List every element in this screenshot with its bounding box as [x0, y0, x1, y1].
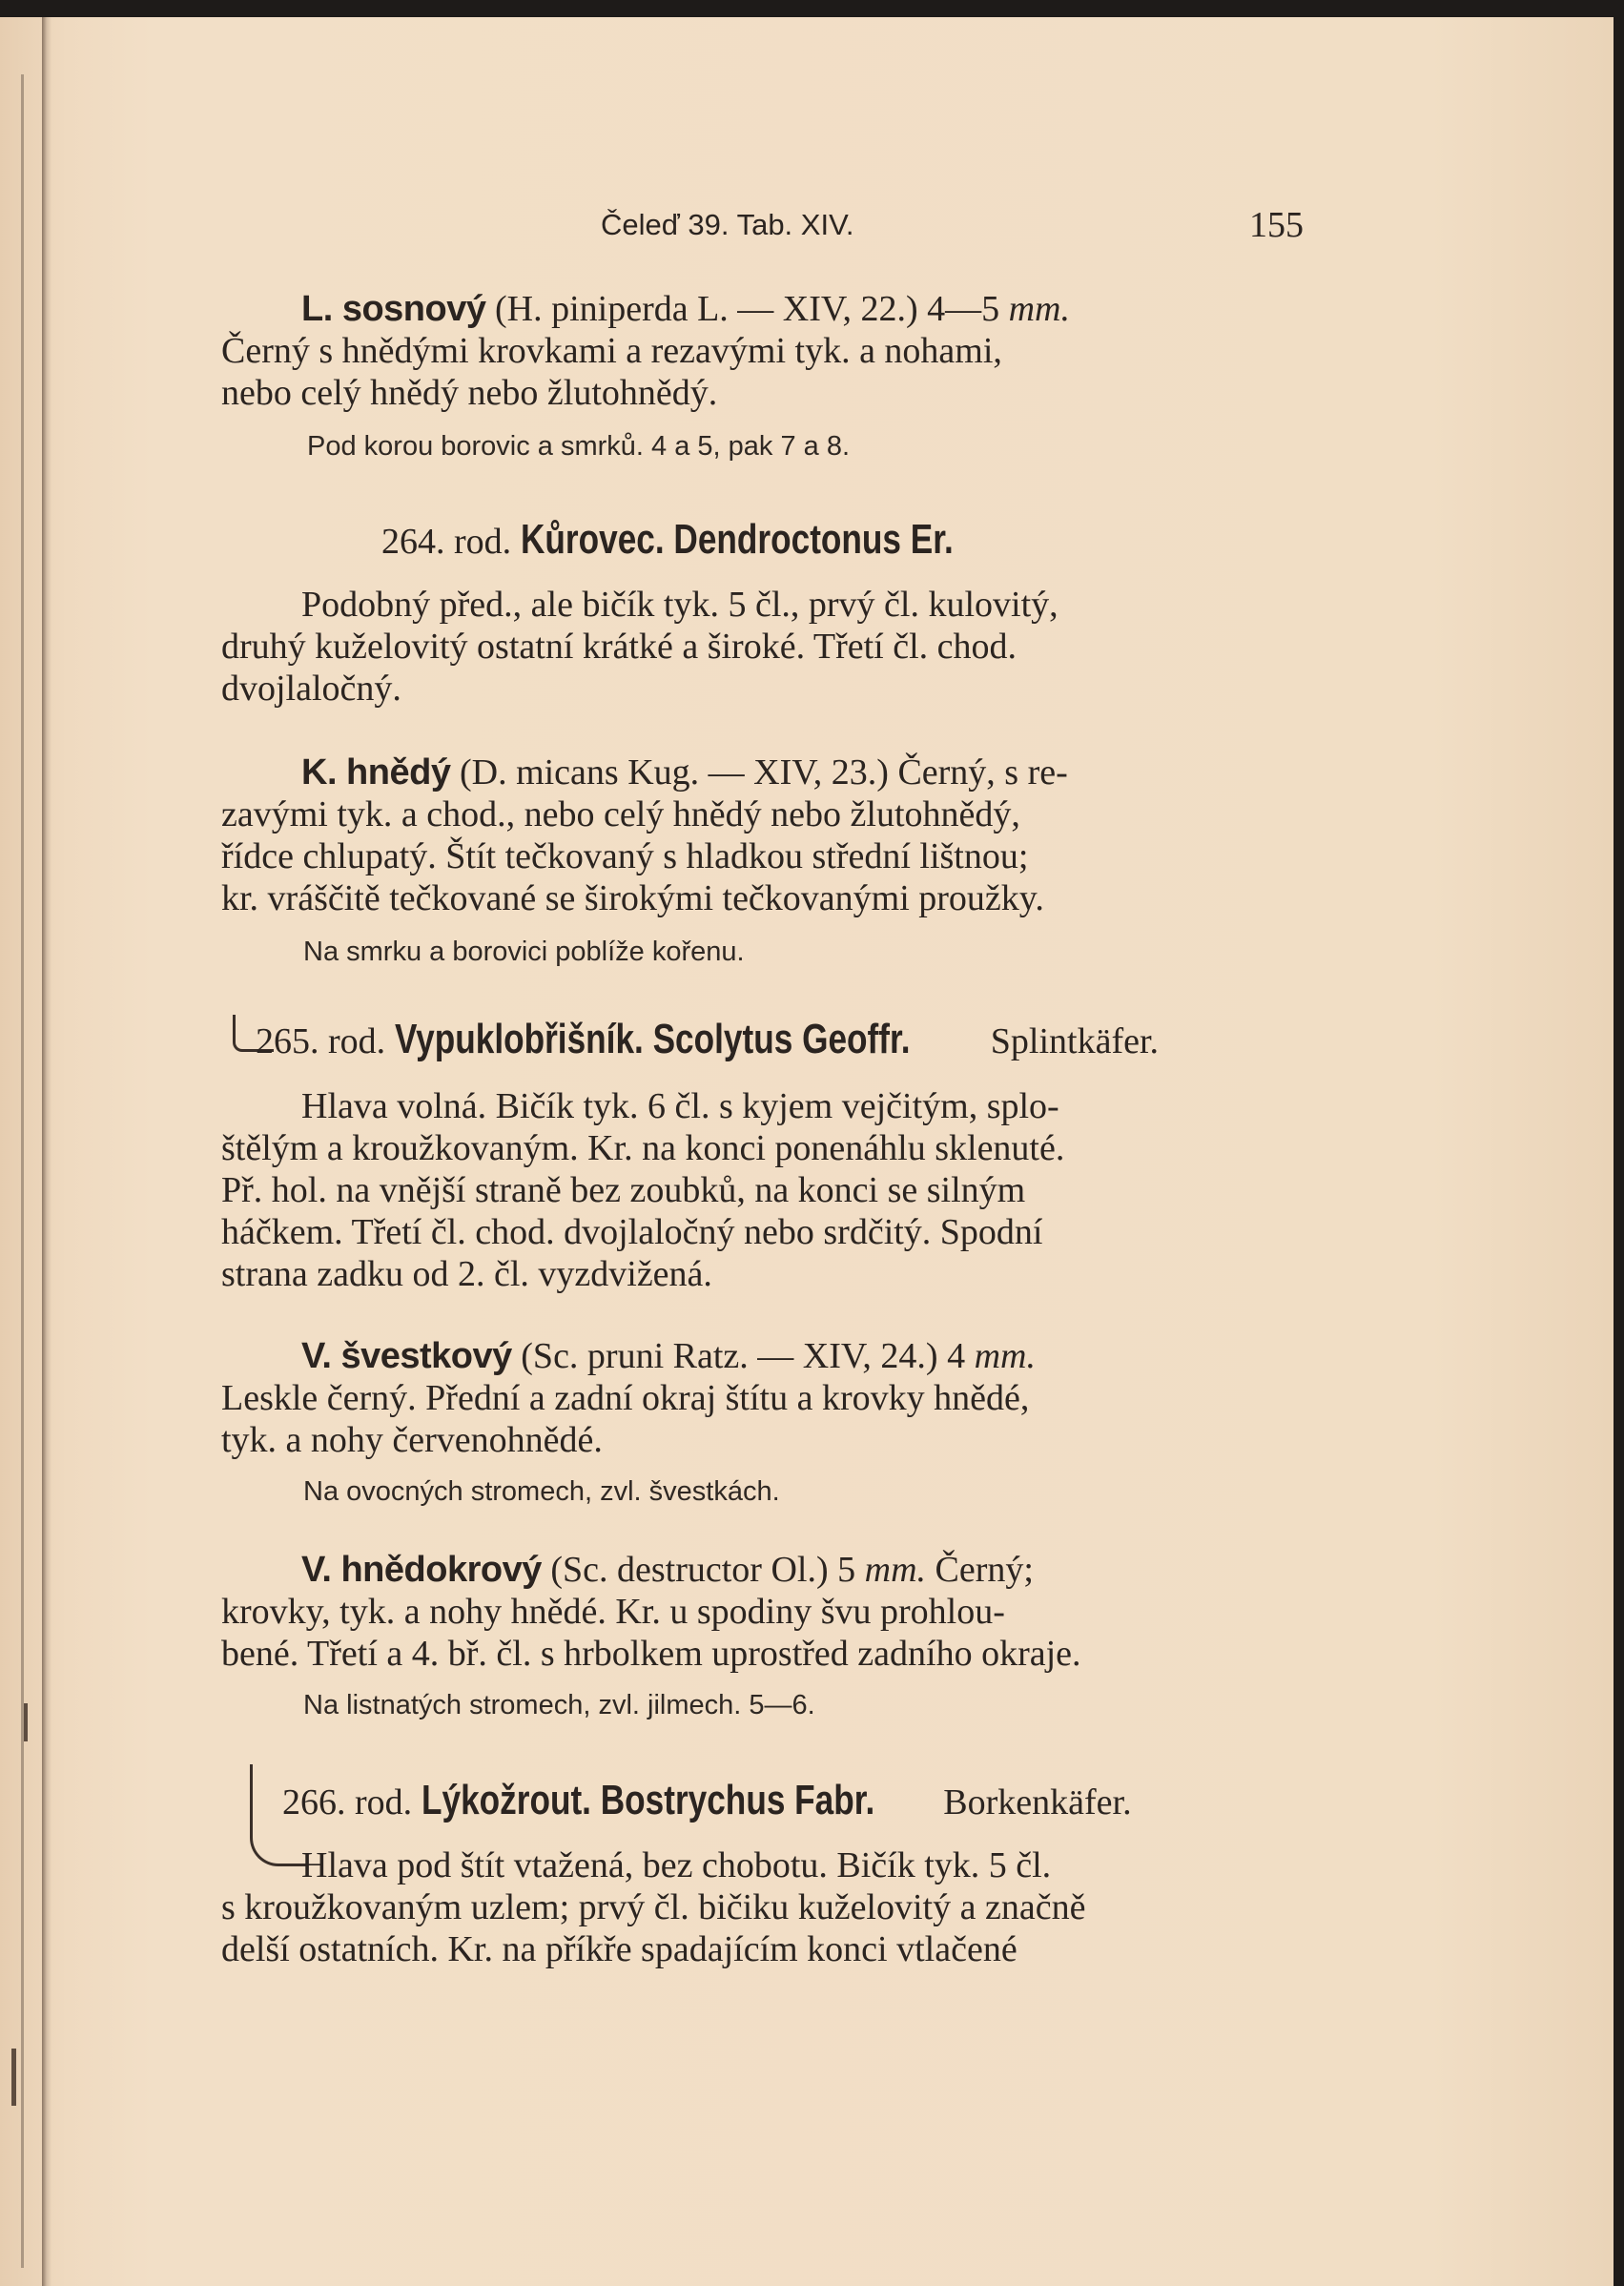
habitat-note: Na smrku a borovici poblíže kořenu.	[303, 937, 745, 967]
genus-description-line: Hlava pod štít vtažená, bez chobotu. Bičík tyk. 5 čl.	[301, 1845, 1052, 1885]
species-name: K. hnědý	[301, 752, 451, 793]
entry-line: řídce chlupatý. Štít tečkovaný s hladkou střední lištnou;	[221, 836, 1029, 876]
entry-line: nebo celý hnědý nebo žlutohnědý.	[221, 373, 718, 413]
page-number: 155	[1249, 205, 1304, 245]
genus-description-line: strana zadku od 2. čl. vyzdvižená.	[221, 1254, 712, 1294]
entry-line: V. švestkový (Sc. pruni Ratz. — XIV, 24.) 4 mm.	[301, 1336, 1036, 1376]
entry-line: krovky, tyk. a nohy hnědé. Kr. u spodiny švu prohlou-	[221, 1592, 1005, 1632]
species-name: L. sosnový	[301, 289, 486, 329]
genus-name: Lýkožrout. Bostrychus Fabr.	[421, 1777, 874, 1823]
running-title: Čeleď 39. Tab. XIV.	[601, 208, 854, 241]
species-name: V. švestkový	[301, 1336, 512, 1376]
binding-mark	[11, 2049, 16, 2106]
entry-line: zavými tyk. a chod., nebo celý hnědý nebo žlutohnědý,	[221, 794, 1020, 834]
genus-heading: 265. rod. Vypuklobřišník. Scolytus Geoffr. Splintkäfer.	[256, 1016, 1160, 1062]
genus-description-line: druhý kuželovitý ostatní krátké a široké. Třetí čl. chod.	[221, 627, 1018, 667]
genus-description-line: Př. hol. na vnější straně bez zoubků, na konci se silným	[221, 1170, 1026, 1210]
page-spine-shadow	[42, 17, 51, 2286]
habitat-note: Pod korou borovic a smrků. 4 a 5, pak 7 a 8.	[307, 431, 851, 462]
habitat-note: Na ovocných stromech, zvl. švestkách.	[303, 1476, 780, 1507]
entry-line: V. hnědokrový (Sc. destructor Ol.) 5 mm. Černý;	[301, 1550, 1034, 1590]
genus-heading: 264. rod. Kůrovec. Dendroctonus Er.	[381, 516, 954, 563]
genus-heading: 266. rod. Lýkožrout. Bostrychus Fabr. Borkenkäfer.	[282, 1777, 1132, 1823]
entry-line: kr. vráščitě tečkované se širokými tečkovanými proužky.	[221, 878, 1044, 918]
genus-description-line: štělým a kroužkovaným. Kr. na konci ponenáhlu sklenuté.	[221, 1128, 1065, 1168]
genus-description-line: háčkem. Třetí čl. chod. dvojlaločný nebo srdčitý. Spodní	[221, 1212, 1043, 1252]
entry-line: L. sosnový (H. piniperda L. — XIV, 22.) 4—5 mm.	[301, 289, 1070, 329]
book-page	[0, 17, 1614, 2286]
genus-description-line: dvojlaločný.	[221, 669, 401, 709]
binding-line	[21, 74, 24, 2268]
genus-description-line: Podobný před., ale bičík tyk. 5 čl., prvý čl. kulovitý,	[301, 585, 1059, 625]
entry-line: bené. Třetí a 4. bř. čl. s hrbolkem uprostřed zadního okraje.	[221, 1634, 1081, 1674]
entry-line: Leskle černý. Přední a zadní okraj štítu a krovky hnědé,	[221, 1378, 1030, 1418]
binding-mark	[24, 1703, 28, 1741]
genus-description-line: Hlava volná. Bičík tyk. 6 čl. s kyjem vejčitým, splo-	[301, 1086, 1059, 1126]
genus-description-line: delší ostatních. Kr. na příkře spadajícím konci vtlačené	[221, 1929, 1018, 1969]
genus-name: Vypuklobřišník. Scolytus Geoffr.	[394, 1016, 911, 1062]
genus-description-line: s kroužkovaným uzlem; prvý čl. bičiku kuželovitý a značně	[221, 1887, 1086, 1927]
entry-line: K. hnědý (D. micans Kug. — XIV, 23.) Černý, s re-	[301, 752, 1068, 793]
entry-line: tyk. a nohy červenohnědé.	[221, 1420, 603, 1460]
entry-line: Černý s hnědými krovkami a rezavými tyk. a nohami,	[221, 331, 1002, 371]
genus-name: Kůrovec. Dendroctonus Er.	[520, 516, 954, 563]
species-name: V. hnědokrový	[301, 1550, 542, 1590]
habitat-note: Na listnatých stromech, zvl. jilmech. 5—6.	[303, 1690, 815, 1720]
